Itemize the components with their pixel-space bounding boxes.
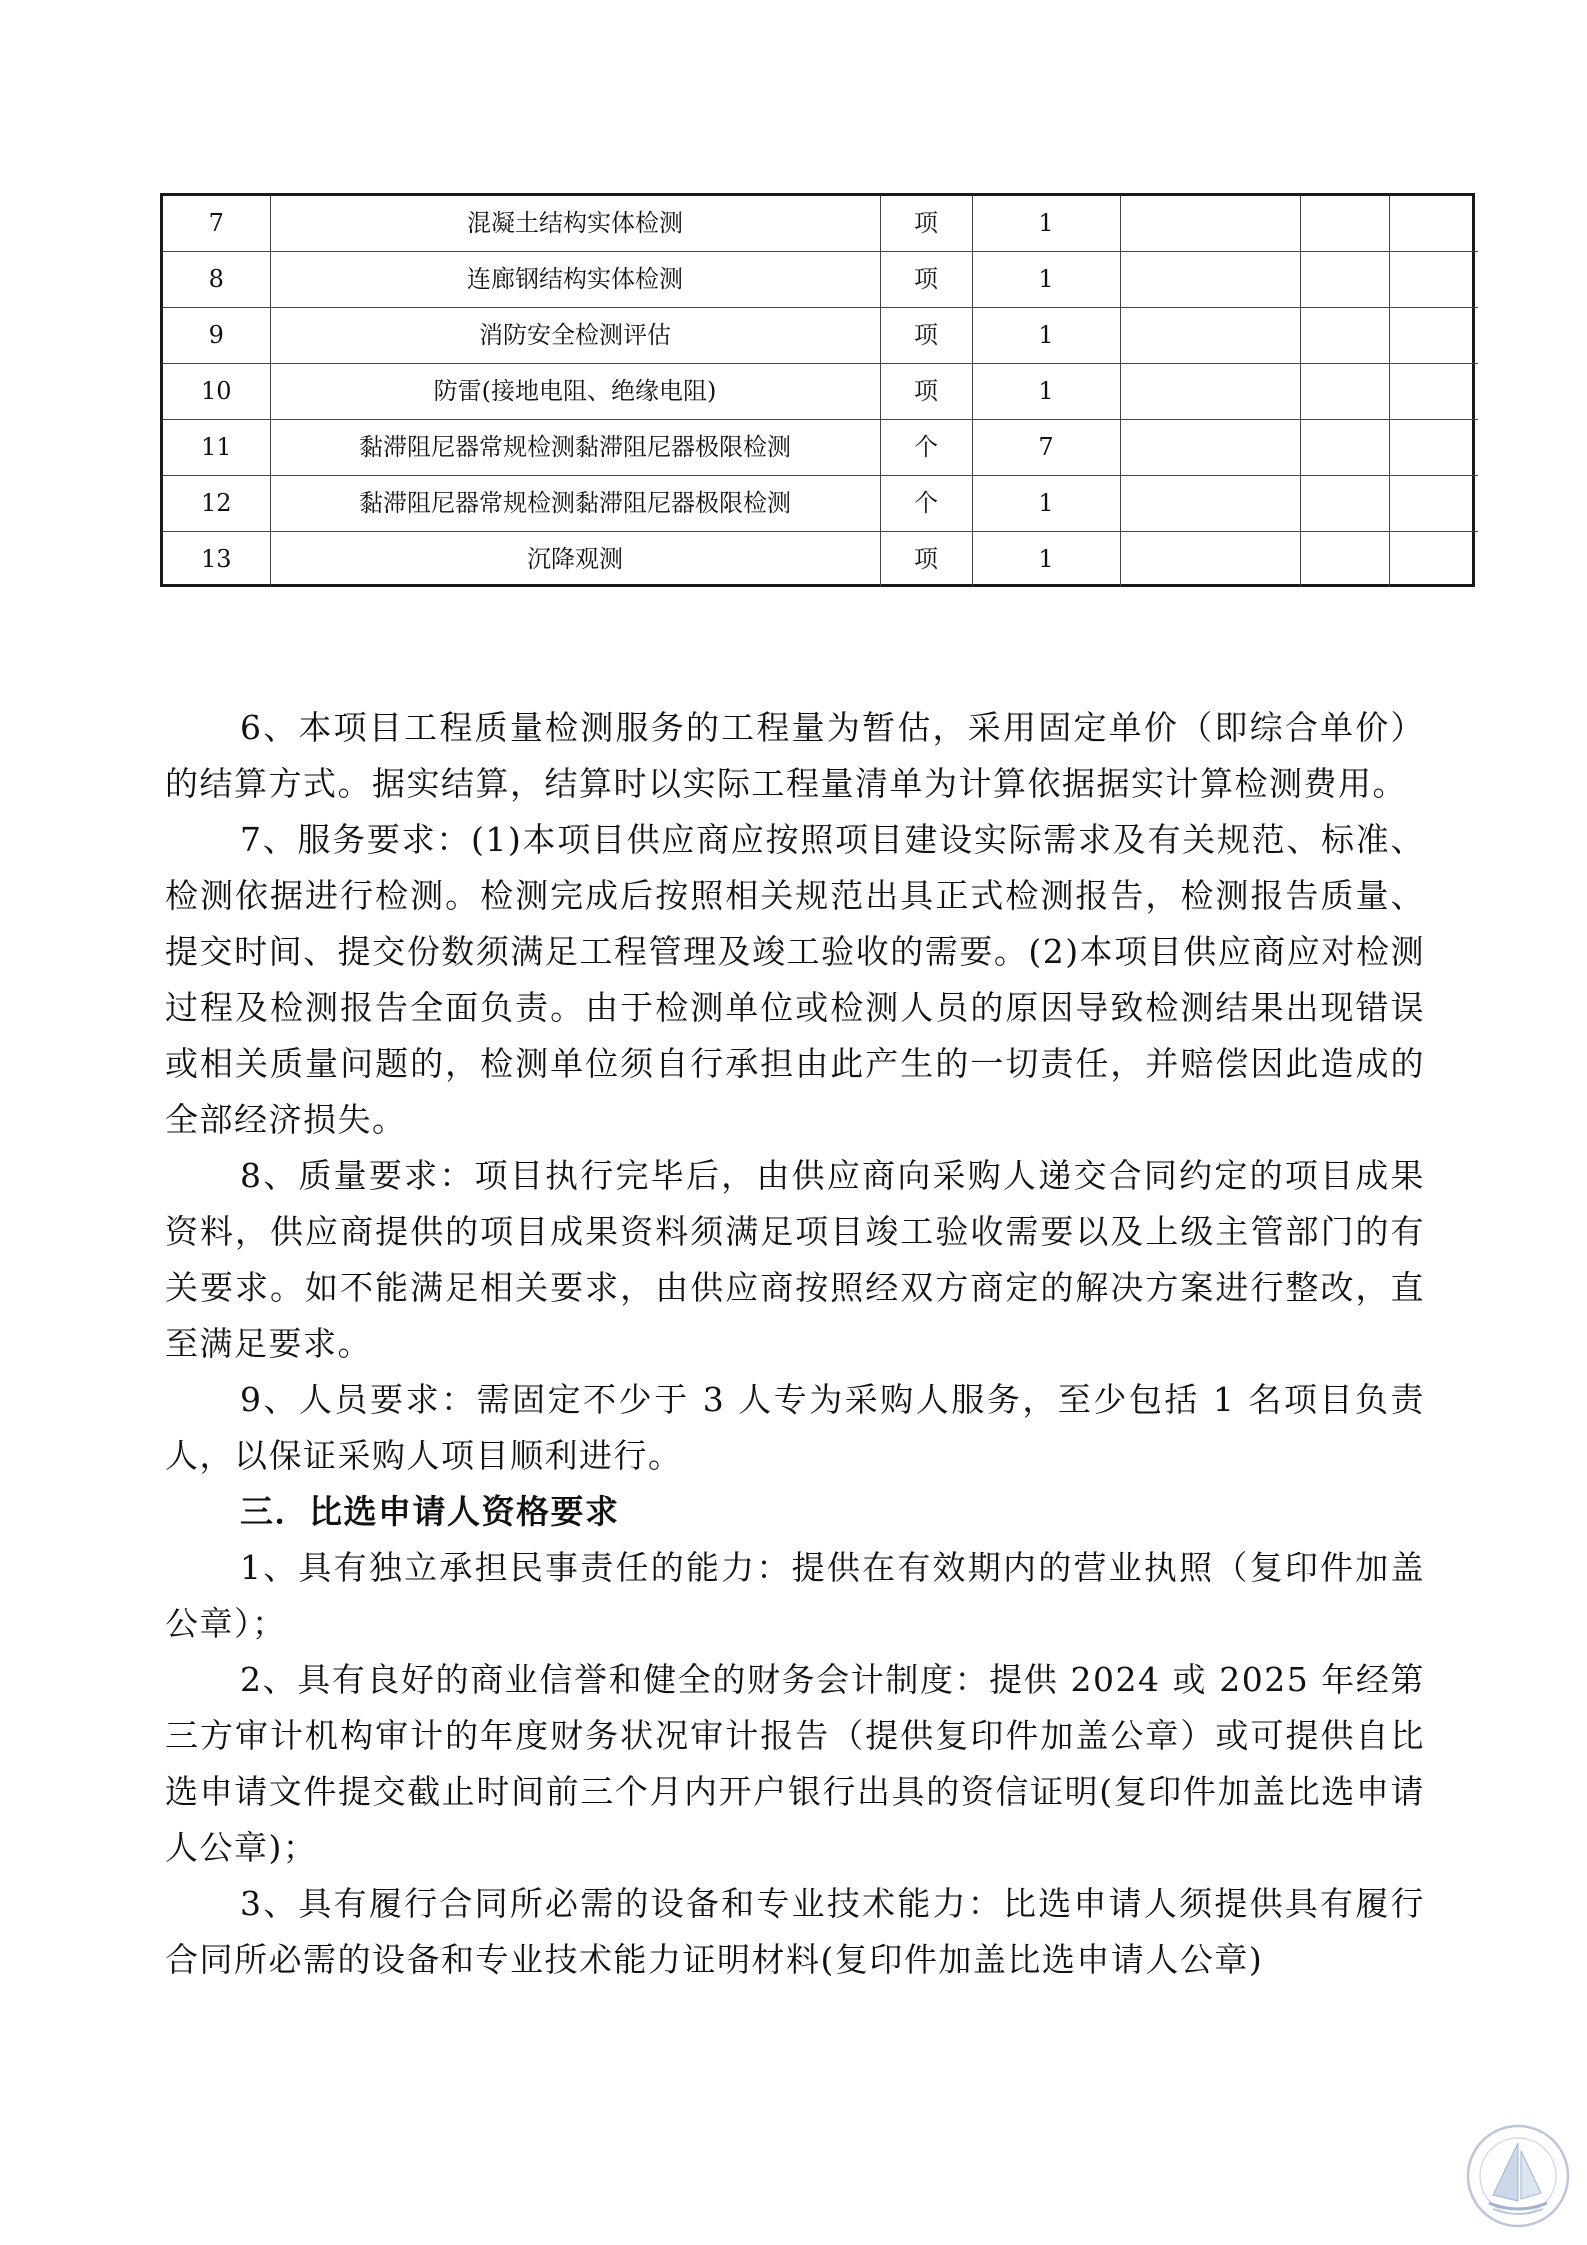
qualification-1: 1、具有独立承担民事责任的能力：提供在有效期内的营业执照（复印件加盖公章）；: [165, 1548, 1425, 1643]
empty-cell: [1300, 420, 1389, 476]
row-number-cell: 13: [163, 532, 270, 588]
quantity-cell: 1: [972, 532, 1120, 588]
quantity-cell: 1: [972, 476, 1120, 532]
paragraph-9-personnel-requirements: 9、人员要求：需固定不少于 3 人专为采购人服务，至少包括 1 名项目负责人，以保证采购人项目顺利进行。: [165, 1380, 1425, 1475]
empty-cell: [1389, 308, 1478, 364]
unit-cell: 项: [880, 196, 972, 252]
item-name-cell: 连廊钢结构实体检测: [270, 252, 880, 308]
quantity-cell: 1: [972, 364, 1120, 420]
empty-cell: [1389, 252, 1478, 308]
paragraph-7-service-requirements: 7、服务要求：(1)本项目供应商应按照项目建设实际需求及有关规范、标准、检测依据进行检测。检测完成后按照相关规范出具正式检测报告，检测报告质量、提交时间、提交份数须满足工程管理及竣工验收的需要。(2)本项目供应商应对检测过程及检测报告全面负责。由于检测单位或检测人员的原因导致检测结果出现错误或相关质量问题的，检测单位须自行承担由此产生的一切责任，并赔偿因此造成的全部经济损失。: [165, 820, 1425, 1139]
empty-cell: [1389, 532, 1478, 588]
quantity-cell: 1: [972, 308, 1120, 364]
table-row: [163, 420, 1478, 476]
empty-cell: [1300, 364, 1389, 420]
row-number-cell: 11: [163, 420, 270, 476]
item-table: [163, 196, 1478, 587]
empty-cell: [1120, 252, 1300, 308]
empty-cell: [1300, 252, 1389, 308]
empty-cell: [1120, 364, 1300, 420]
empty-cell: [1300, 532, 1389, 588]
empty-cell: [1389, 196, 1478, 252]
row-number-cell: 12: [163, 476, 270, 532]
unit-cell: 项: [880, 252, 972, 308]
empty-cell: [1300, 308, 1389, 364]
item-name-cell: 黏滞阻尼器常规检测黏滞阻尼器极限检测: [270, 476, 880, 532]
empty-cell: [1120, 532, 1300, 588]
table-row: [163, 476, 1478, 532]
table-row: [163, 532, 1478, 588]
paragraph-6-settlement: 6、本项目工程质量检测服务的工程量为暂估，采用固定单价（即综合单价）的结算方式。据实结算，结算时以实际工程量清单为计算依据据实计算检测费用。: [165, 708, 1425, 803]
empty-cell: [1120, 476, 1300, 532]
quantity-cell: 1: [972, 196, 1120, 252]
empty-cell: [1300, 196, 1389, 252]
item-name-cell: 防雷(接地电阻、绝缘电阻): [270, 364, 880, 420]
unit-cell: 个: [880, 476, 972, 532]
item-name-cell: 沉降观测: [270, 532, 880, 588]
table-row: [163, 252, 1478, 308]
table-row: [163, 196, 1478, 252]
quantity-cell: 1: [972, 252, 1120, 308]
section-3-heading: 三．比选申请人资格要求: [240, 1492, 620, 1531]
empty-cell: [1389, 364, 1478, 420]
unit-cell: 项: [880, 532, 972, 588]
row-number-cell: 9: [163, 308, 270, 364]
qualification-3: 3、具有履行合同所必需的设备和专业技术能力：比选申请人须提供具有履行合同所必需的设备和专业技术能力证明材料(复印件加盖比选申请人公章): [165, 1884, 1425, 1979]
watermark-seal-logo: [1463, 2121, 1573, 2231]
qualification-2: 2、具有良好的商业信誉和健全的财务会计制度：提供 2024 或 2025 年经第三方审计机构审计的年度财务状况审计报告（提供复印件加盖公章）或可提供自比选申请文件提交截止时间前三个月内开户银行出具的资信证明(复印件加盖比选申请人公章)；: [165, 1660, 1425, 1867]
table-row: [163, 308, 1478, 364]
unit-cell: 项: [880, 308, 972, 364]
quantity-cell: 7: [972, 420, 1120, 476]
unit-cell: 项: [880, 364, 972, 420]
empty-cell: [1389, 420, 1478, 476]
empty-cell: [1120, 308, 1300, 364]
unit-cell: 个: [880, 420, 972, 476]
item-name-cell: 消防安全检测评估: [270, 308, 880, 364]
empty-cell: [1300, 476, 1389, 532]
seal-graphic: [1463, 2121, 1573, 2231]
row-number-cell: 7: [163, 196, 270, 252]
document-body: [165, 700, 1425, 1988]
row-number-cell: 8: [163, 252, 270, 308]
empty-cell: [1120, 420, 1300, 476]
empty-cell: [1120, 196, 1300, 252]
item-name-cell: 混凝土结构实体检测: [270, 196, 880, 252]
item-table-body: [163, 196, 1478, 587]
paragraph-8-quality-requirements: 8、质量要求：项目执行完毕后，由供应商向采购人递交合同约定的项目成果资料，供应商提供的项目成果资料须满足项目竣工验收需要以及上级主管部门的有关要求。如不能满足相关要求，由供应商按照经双方商定的解决方案进行整改，直至满足要求。: [165, 1156, 1425, 1363]
item-name-cell: 黏滞阻尼器常规检测黏滞阻尼器极限检测: [270, 420, 880, 476]
empty-cell: [1389, 476, 1478, 532]
item-table-container: [160, 193, 1475, 587]
row-number-cell: 10: [163, 364, 270, 420]
table-row: [163, 364, 1478, 420]
